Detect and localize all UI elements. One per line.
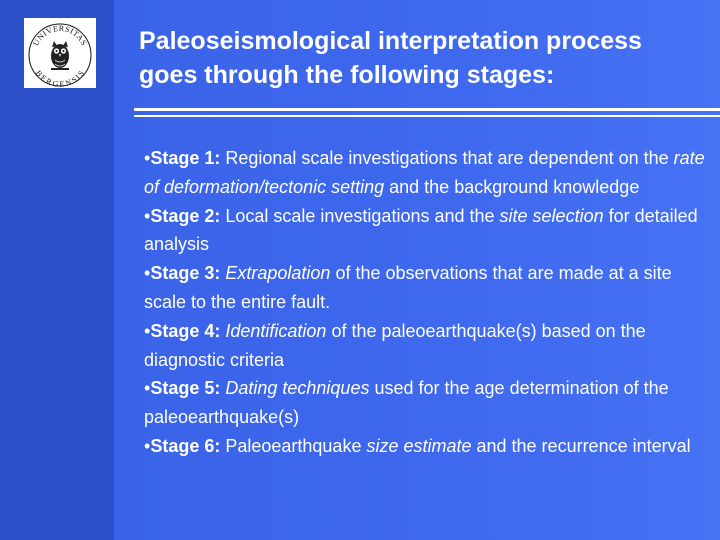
stage-text: and the background knowledge (384, 176, 640, 197)
svg-text:BERGENSIS (34, 69, 86, 88)
university-seal-icon (24, 18, 96, 88)
svg-text:UNIVERSITAS (31, 24, 89, 47)
stage-emphasis: site selection (499, 205, 604, 226)
stage-item (144, 432, 716, 461)
stage-text: of the paleoearthquake(s) based on the diagnostic criteria (144, 320, 646, 370)
stage-bullet: • (144, 435, 151, 456)
stage-text: Local scale investigations and the (220, 205, 500, 226)
title-divider-thin (134, 115, 720, 117)
stage-bullet: • (144, 263, 151, 284)
slide-title-line-2: goes through the following stages: (139, 61, 555, 89)
stage-item (144, 317, 716, 375)
stage-bullet: • (144, 148, 151, 168)
stage-item (144, 144, 716, 202)
stage-label: Stage 3: (150, 263, 221, 284)
stage-text: and the recurrence interval (471, 435, 691, 456)
logo-text-bottom: BERGENSIS (33, 68, 87, 88)
stage-label: Stage 5: (150, 378, 221, 399)
stage-text: used for the age determination of the paleoearthquake(s) (144, 378, 669, 428)
slide-title-line-1: Paleoseismological interpretation process (139, 27, 642, 55)
stage-emphasis: Dating techniques (225, 378, 370, 399)
logo-text-top: UNIVERSITAS (31, 23, 89, 48)
stage-emphasis: size estimate (366, 435, 472, 456)
stage-list (144, 144, 716, 461)
stage-text: of the observations that are made at a site scale to the entire fault. (144, 263, 672, 312)
university-logo (24, 18, 96, 88)
stage-bullet: • (144, 205, 151, 226)
stage-text: Paleoearthquake (220, 435, 367, 456)
slide-title (139, 24, 714, 92)
stage-emphasis: rate of deformation/tectonic setting (144, 148, 705, 197)
stage-text: Regional scale investigations that are dependent on the (220, 148, 674, 168)
owl-emblem-icon (51, 41, 69, 70)
stage-item (144, 259, 716, 317)
stage-label: Stage 2: (150, 205, 221, 226)
stage-label: Stage 6: (150, 435, 221, 456)
stage-emphasis: Extrapolation (225, 263, 331, 284)
stage-emphasis: Identification (225, 320, 327, 341)
stage-item (144, 202, 716, 260)
stage-label: Stage 1: (150, 148, 221, 168)
stage-bullet: • (144, 320, 151, 341)
stage-item (144, 374, 716, 432)
title-divider-thick (134, 108, 720, 111)
stage-text: for detailed analysis (144, 205, 698, 255)
stage-label: Stage 4: (150, 320, 221, 341)
stage-bullet: • (144, 378, 151, 399)
